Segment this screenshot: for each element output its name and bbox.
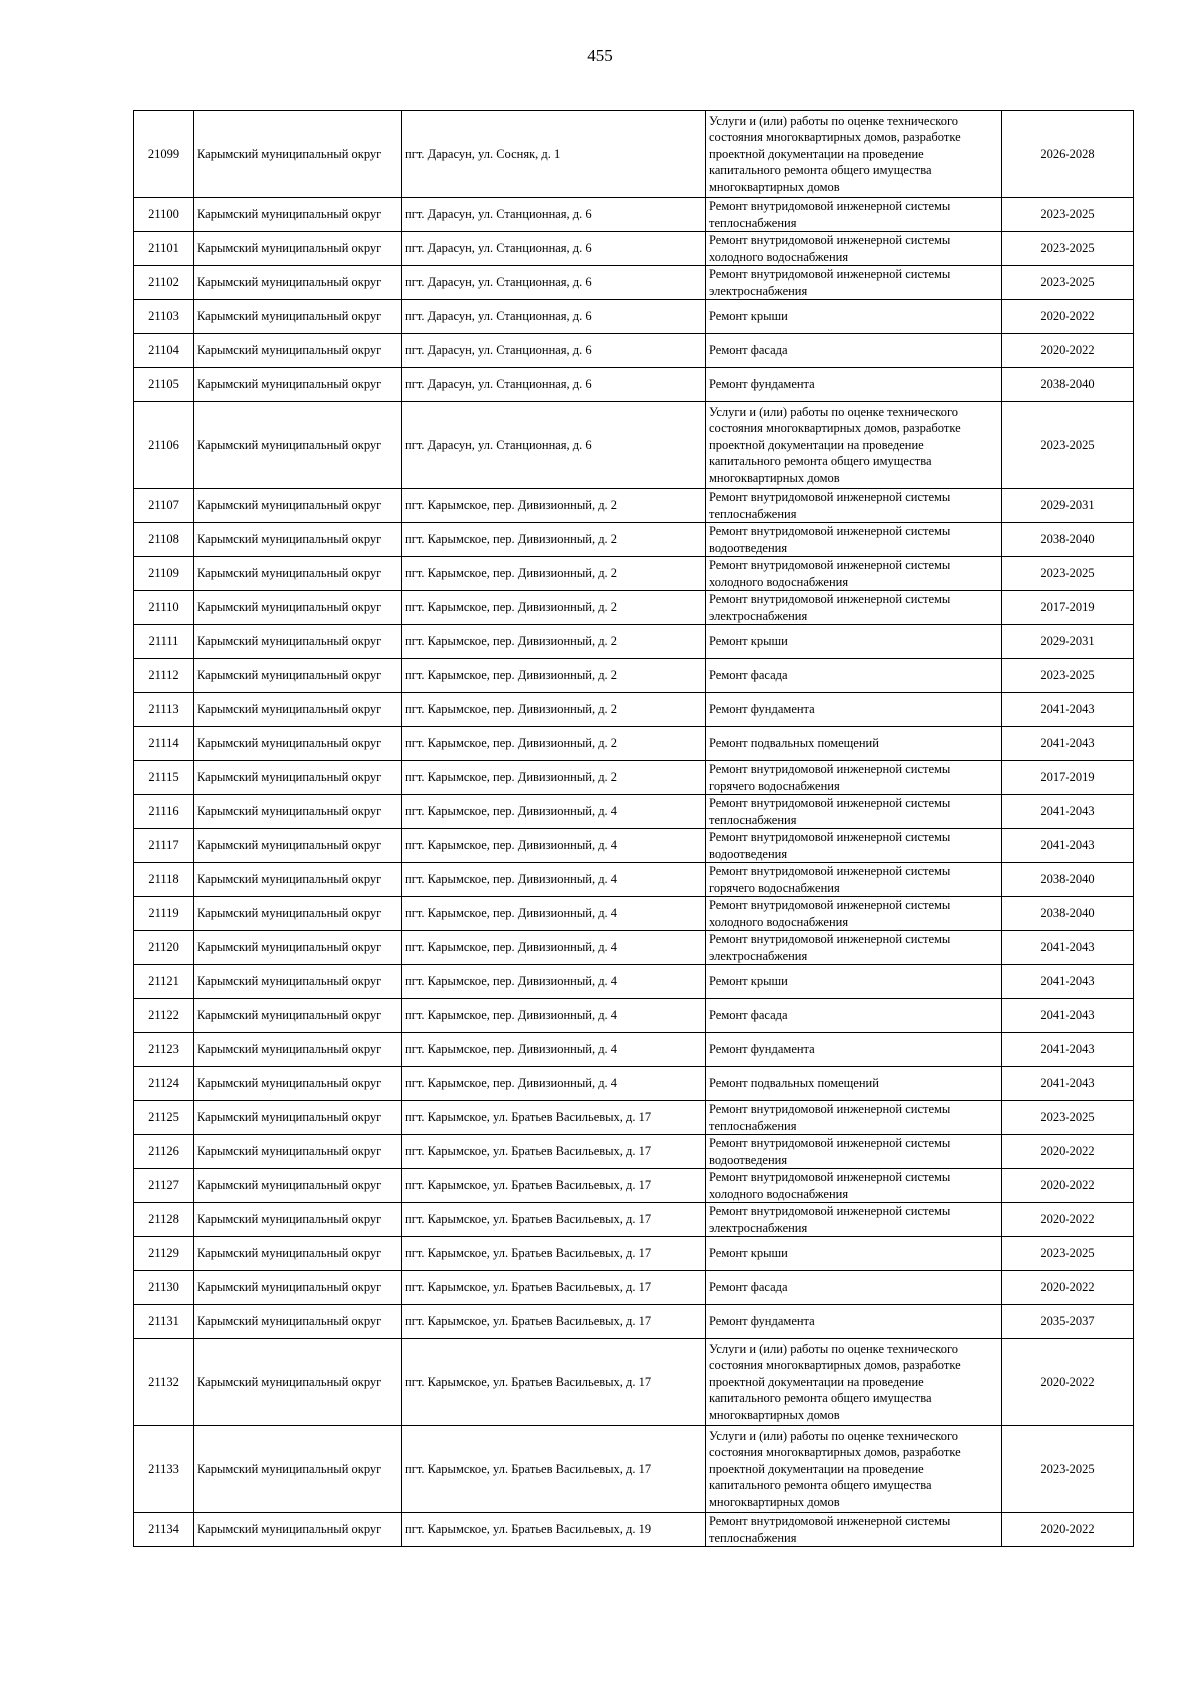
period-cell: 2041-2043 [1002,693,1134,727]
row-number: 21119 [134,897,194,931]
address-cell: пгт. Карымское, пер. Дивизионный, д. 4 [402,897,706,931]
address-cell: пгт. Карымское, ул. Братьев Васильевых, д. 19 [402,1513,706,1547]
row-number: 21127 [134,1169,194,1203]
row-number: 21120 [134,931,194,965]
row-number: 21112 [134,659,194,693]
period-cell: 2038-2040 [1002,897,1134,931]
row-number: 21122 [134,999,194,1033]
work-type-cell: Ремонт внутридомовой инженерной системы теплоснабжения [706,1513,1002,1547]
row-number: 21115 [134,761,194,795]
table-row [134,1101,1134,1135]
period-cell: 2038-2040 [1002,863,1134,897]
district-cell: Карымский муниципальный округ [194,557,402,591]
period-cell: 2041-2043 [1002,795,1134,829]
period-cell: 2017-2019 [1002,761,1134,795]
district-cell: Карымский муниципальный округ [194,1067,402,1101]
address-cell: пгт. Карымское, пер. Дивизионный, д. 4 [402,999,706,1033]
row-number: 21113 [134,693,194,727]
work-type-cell: Ремонт внутридомовой инженерной системы холодного водоснабжения [706,557,1002,591]
table-row [134,1271,1134,1305]
work-type-cell: Ремонт подвальных помещений [706,727,1002,761]
row-number: 21133 [134,1426,194,1513]
table-row [134,659,1134,693]
table-row [134,1237,1134,1271]
table-row [134,999,1134,1033]
row-number: 21101 [134,232,194,266]
work-type-cell: Ремонт внутридомовой инженерной системы водоотведения [706,523,1002,557]
address-cell: пгт. Дарасун, ул. Станционная, д. 6 [402,198,706,232]
row-number: 21108 [134,523,194,557]
district-cell: Карымский муниципальный округ [194,334,402,368]
row-number: 21128 [134,1203,194,1237]
table-row [134,300,1134,334]
district-cell: Карымский муниципальный округ [194,402,402,489]
table-row [134,1513,1134,1547]
row-number: 21116 [134,795,194,829]
district-cell: Карымский муниципальный округ [194,625,402,659]
district-cell: Карымский муниципальный округ [194,300,402,334]
table-row [134,1203,1134,1237]
table-row [134,591,1134,625]
address-cell: пгт. Карымское, ул. Братьев Васильевых, д. 17 [402,1169,706,1203]
district-cell: Карымский муниципальный округ [194,368,402,402]
work-type-cell: Ремонт внутридомовой инженерной системы холодного водоснабжения [706,897,1002,931]
table-row [134,489,1134,523]
row-number: 21105 [134,368,194,402]
address-cell: пгт. Карымское, пер. Дивизионный, д. 4 [402,965,706,999]
period-cell: 2023-2025 [1002,557,1134,591]
work-type-cell: Ремонт внутридомовой инженерной системы электроснабжения [706,931,1002,965]
work-type-cell: Ремонт фундамента [706,1305,1002,1339]
period-cell: 2023-2025 [1002,266,1134,300]
row-number: 21099 [134,111,194,198]
address-cell: пгт. Карымское, ул. Братьев Васильевых, д. 17 [402,1237,706,1271]
address-cell: пгт. Карымское, пер. Дивизионный, д. 2 [402,693,706,727]
row-number: 21110 [134,591,194,625]
row-number: 21104 [134,334,194,368]
row-number: 21106 [134,402,194,489]
period-cell: 2023-2025 [1002,198,1134,232]
table-row [134,198,1134,232]
table-row [134,1426,1134,1513]
work-type-cell: Ремонт подвальных помещений [706,1067,1002,1101]
address-cell: пгт. Дарасун, ул. Станционная, д. 6 [402,232,706,266]
row-number: 21103 [134,300,194,334]
row-number: 21102 [134,266,194,300]
work-type-cell: Ремонт крыши [706,1237,1002,1271]
period-cell: 2020-2022 [1002,1169,1134,1203]
work-type-cell: Ремонт фундамента [706,1033,1002,1067]
address-cell: пгт. Карымское, пер. Дивизионный, д. 2 [402,761,706,795]
district-cell: Карымский муниципальный округ [194,1169,402,1203]
period-cell: 2020-2022 [1002,1203,1134,1237]
work-type-cell: Ремонт внутридомовой инженерной системы электроснабжения [706,266,1002,300]
district-cell: Карымский муниципальный округ [194,489,402,523]
address-cell: пгт. Карымское, ул. Братьев Васильевых, д. 17 [402,1271,706,1305]
work-type-cell: Ремонт крыши [706,965,1002,999]
table-row [134,111,1134,198]
work-type-cell: Услуги и (или) работы по оценке технического состояния многоквартирных домов, разработке проектной документации на проведение капитального ремонта общего имущества многоквартирных домов [706,1339,1002,1426]
table-row [134,1033,1134,1067]
period-cell: 2041-2043 [1002,829,1134,863]
district-cell: Карымский муниципальный округ [194,1513,402,1547]
district-cell: Карымский муниципальный округ [194,795,402,829]
row-number: 21100 [134,198,194,232]
table-row [134,829,1134,863]
work-type-cell: Ремонт фасада [706,334,1002,368]
address-cell: пгт. Дарасун, ул. Станционная, д. 6 [402,266,706,300]
work-type-cell: Ремонт внутридомовой инженерной системы водоотведения [706,829,1002,863]
row-number: 21129 [134,1237,194,1271]
period-cell: 2029-2031 [1002,625,1134,659]
address-cell: пгт. Карымское, ул. Братьев Васильевых, д. 17 [402,1305,706,1339]
table-row [134,1339,1134,1426]
period-cell: 2023-2025 [1002,1237,1134,1271]
address-cell: пгт. Карымское, пер. Дивизионный, д. 2 [402,523,706,557]
address-cell: пгт. Карымское, ул. Братьев Васильевых, д. 17 [402,1101,706,1135]
period-cell: 2020-2022 [1002,334,1134,368]
table-row [134,1067,1134,1101]
row-number: 21123 [134,1033,194,1067]
period-cell: 2020-2022 [1002,300,1134,334]
district-cell: Карымский муниципальный округ [194,1271,402,1305]
work-type-cell: Ремонт внутридомовой инженерной системы холодного водоснабжения [706,232,1002,266]
address-cell: пгт. Карымское, пер. Дивизионный, д. 2 [402,489,706,523]
address-cell: пгт. Карымское, ул. Братьев Васильевых, д. 17 [402,1135,706,1169]
work-type-cell: Услуги и (или) работы по оценке технического состояния многоквартирных домов, разработке проектной документации на проведение капитального ремонта общего имущества многоквартирных домов [706,1426,1002,1513]
period-cell: 2020-2022 [1002,1339,1134,1426]
table-row [134,1169,1134,1203]
period-cell: 2023-2025 [1002,1426,1134,1513]
work-type-cell: Ремонт внутридомовой инженерной системы холодного водоснабжения [706,1169,1002,1203]
table-row [134,693,1134,727]
work-type-cell: Ремонт внутридомовой инженерной системы теплоснабжения [706,1101,1002,1135]
row-number: 21107 [134,489,194,523]
row-number: 21109 [134,557,194,591]
district-cell: Карымский муниципальный округ [194,1033,402,1067]
district-cell: Карымский муниципальный округ [194,232,402,266]
row-number: 21130 [134,1271,194,1305]
table-row [134,232,1134,266]
work-type-cell: Ремонт внутридомовой инженерной системы электроснабжения [706,1203,1002,1237]
district-cell: Карымский муниципальный округ [194,897,402,931]
period-cell: 2038-2040 [1002,368,1134,402]
work-type-cell: Ремонт фундамента [706,693,1002,727]
work-type-cell: Услуги и (или) работы по оценке технического состояния многоквартирных домов, разработке проектной документации на проведение капитального ремонта общего имущества многоквартирных домов [706,402,1002,489]
period-cell: 2017-2019 [1002,591,1134,625]
address-cell: пгт. Дарасун, ул. Сосняк, д. 1 [402,111,706,198]
period-cell: 2029-2031 [1002,489,1134,523]
work-type-cell: Ремонт внутридомовой инженерной системы электроснабжения [706,591,1002,625]
work-type-cell: Услуги и (или) работы по оценке технического состояния многоквартирных домов, разработке проектной документации на проведение капитального ремонта общего имущества многоквартирных домов [706,111,1002,198]
address-cell: пгт. Дарасун, ул. Станционная, д. 6 [402,334,706,368]
district-cell: Карымский муниципальный округ [194,198,402,232]
table-row [134,368,1134,402]
period-cell: 2020-2022 [1002,1135,1134,1169]
period-cell: 2026-2028 [1002,111,1134,198]
table-row [134,965,1134,999]
district-cell: Карымский муниципальный округ [194,523,402,557]
address-cell: пгт. Карымское, пер. Дивизионный, д. 4 [402,863,706,897]
table-row [134,402,1134,489]
period-cell: 2041-2043 [1002,1067,1134,1101]
district-cell: Карымский муниципальный округ [194,1339,402,1426]
address-cell: пгт. Карымское, пер. Дивизионный, д. 2 [402,557,706,591]
period-cell: 2023-2025 [1002,659,1134,693]
district-cell: Карымский муниципальный округ [194,761,402,795]
district-cell: Карымский муниципальный округ [194,727,402,761]
repair-schedule-table [133,110,1134,1547]
table-row [134,795,1134,829]
work-type-cell: Ремонт внутридомовой инженерной системы водоотведения [706,1135,1002,1169]
work-type-cell: Ремонт внутридомовой инженерной системы теплоснабжения [706,795,1002,829]
address-cell: пгт. Карымское, ул. Братьев Васильевых, д. 17 [402,1339,706,1426]
district-cell: Карымский муниципальный округ [194,1203,402,1237]
table-row [134,863,1134,897]
row-number: 21131 [134,1305,194,1339]
address-cell: пгт. Карымское, пер. Дивизионный, д. 4 [402,795,706,829]
work-type-cell: Ремонт внутридомовой инженерной системы теплоснабжения [706,198,1002,232]
district-cell: Карымский муниципальный округ [194,829,402,863]
period-cell: 2041-2043 [1002,1033,1134,1067]
district-cell: Карымский муниципальный округ [194,1135,402,1169]
page-number: 455 [587,46,613,65]
period-cell: 2020-2022 [1002,1271,1134,1305]
period-cell: 2041-2043 [1002,999,1134,1033]
district-cell: Карымский муниципальный округ [194,1237,402,1271]
address-cell: пгт. Дарасун, ул. Станционная, д. 6 [402,402,706,489]
district-cell: Карымский муниципальный округ [194,1305,402,1339]
work-type-cell: Ремонт внутридомовой инженерной системы горячего водоснабжения [706,761,1002,795]
table-row [134,931,1134,965]
period-cell: 2041-2043 [1002,727,1134,761]
district-cell: Карымский муниципальный округ [194,999,402,1033]
row-number: 21111 [134,625,194,659]
period-cell: 2023-2025 [1002,402,1134,489]
period-cell: 2038-2040 [1002,523,1134,557]
table-row [134,334,1134,368]
address-cell: пгт. Карымское, пер. Дивизионный, д. 2 [402,591,706,625]
period-cell: 2041-2043 [1002,931,1134,965]
address-cell: пгт. Дарасун, ул. Станционная, д. 6 [402,300,706,334]
district-cell: Карымский муниципальный округ [194,931,402,965]
address-cell: пгт. Дарасун, ул. Станционная, д. 6 [402,368,706,402]
table-row [134,523,1134,557]
table-row [134,761,1134,795]
district-cell: Карымский муниципальный округ [194,863,402,897]
row-number: 21121 [134,965,194,999]
table-row [134,1135,1134,1169]
work-type-cell: Ремонт внутридомовой инженерной системы горячего водоснабжения [706,863,1002,897]
work-type-cell: Ремонт крыши [706,625,1002,659]
table-row [134,727,1134,761]
row-number: 21132 [134,1339,194,1426]
address-cell: пгт. Карымское, пер. Дивизионный, д. 2 [402,659,706,693]
address-cell: пгт. Карымское, ул. Братьев Васильевых, д. 17 [402,1203,706,1237]
address-cell: пгт. Карымское, пер. Дивизионный, д. 4 [402,931,706,965]
district-cell: Карымский муниципальный округ [194,1101,402,1135]
row-number: 21125 [134,1101,194,1135]
work-type-cell: Ремонт фасада [706,1271,1002,1305]
work-type-cell: Ремонт фундамента [706,368,1002,402]
district-cell: Карымский муниципальный округ [194,693,402,727]
work-type-cell: Ремонт внутридомовой инженерной системы теплоснабжения [706,489,1002,523]
address-cell: пгт. Карымское, пер. Дивизионный, д. 2 [402,727,706,761]
period-cell: 2035-2037 [1002,1305,1134,1339]
period-cell: 2041-2043 [1002,965,1134,999]
district-cell: Карымский муниципальный округ [194,1426,402,1513]
table-row [134,266,1134,300]
district-cell: Карымский муниципальный округ [194,965,402,999]
period-cell: 2023-2025 [1002,232,1134,266]
district-cell: Карымский муниципальный округ [194,111,402,198]
work-type-cell: Ремонт фасада [706,659,1002,693]
row-number: 21134 [134,1513,194,1547]
table-row [134,625,1134,659]
work-type-cell: Ремонт фасада [706,999,1002,1033]
district-cell: Карымский муниципальный округ [194,659,402,693]
row-number: 21118 [134,863,194,897]
row-number: 21114 [134,727,194,761]
table-row [134,897,1134,931]
row-number: 21117 [134,829,194,863]
row-number: 21126 [134,1135,194,1169]
address-cell: пгт. Карымское, пер. Дивизионный, д. 4 [402,1067,706,1101]
district-cell: Карымский муниципальный округ [194,266,402,300]
table-row [134,557,1134,591]
district-cell: Карымский муниципальный округ [194,591,402,625]
period-cell: 2023-2025 [1002,1101,1134,1135]
address-cell: пгт. Карымское, пер. Дивизионный, д. 2 [402,625,706,659]
table-row [134,1305,1134,1339]
row-number: 21124 [134,1067,194,1101]
table-body [134,111,1134,1547]
work-type-cell: Ремонт крыши [706,300,1002,334]
address-cell: пгт. Карымское, пер. Дивизионный, д. 4 [402,1033,706,1067]
period-cell: 2020-2022 [1002,1513,1134,1547]
address-cell: пгт. Карымское, ул. Братьев Васильевых, д. 17 [402,1426,706,1513]
address-cell: пгт. Карымское, пер. Дивизионный, д. 4 [402,829,706,863]
